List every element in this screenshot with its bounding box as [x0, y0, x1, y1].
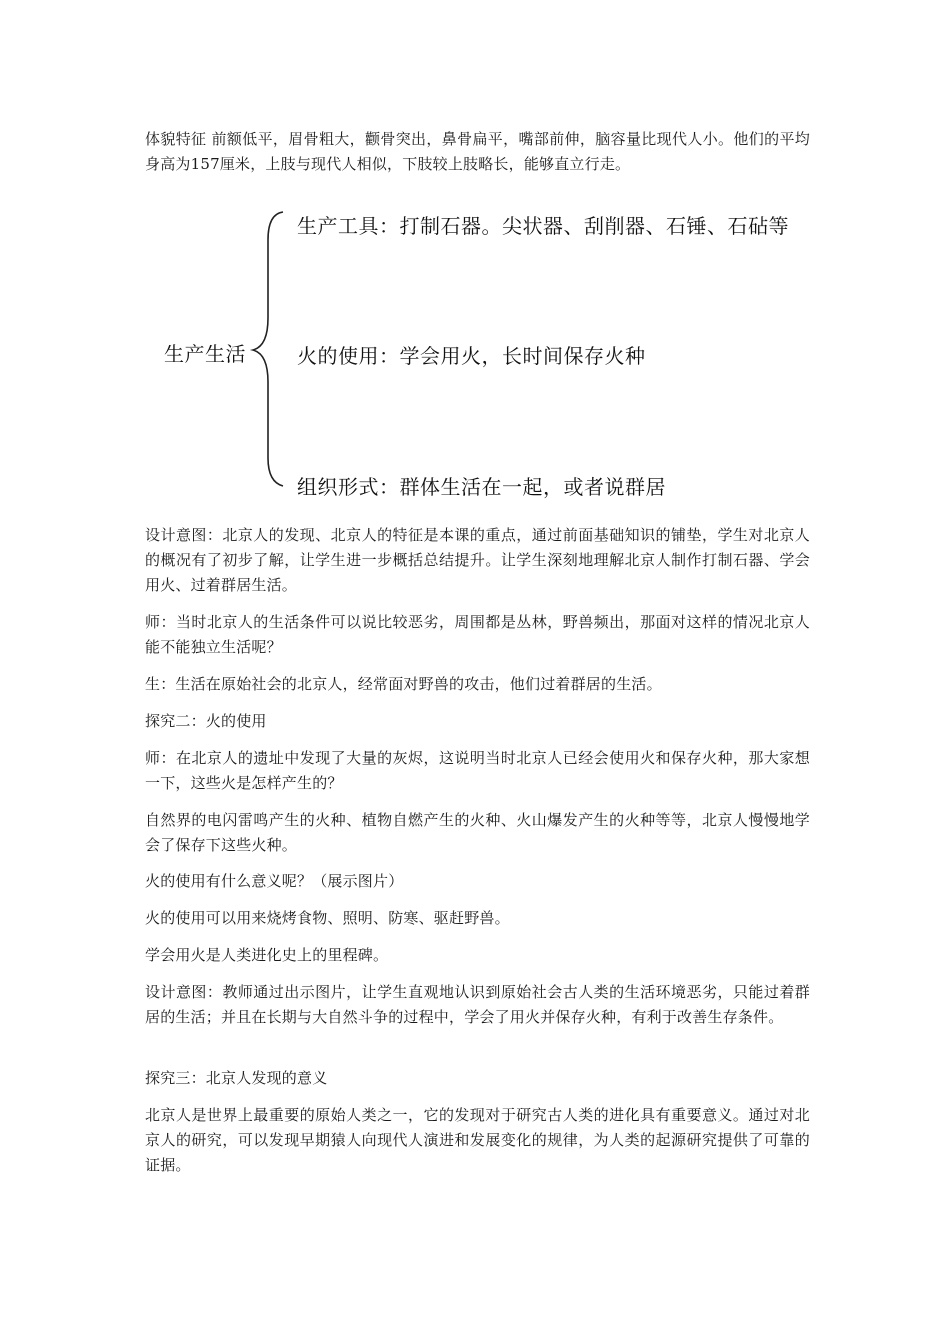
significance-paragraph: 北京人是世界上最重要的原始人类之一，它的发现对于研究古人类的进化具有重要意义。通过对北京人的研究，可以发现早期猿人向现代人演进和发展变化的规律，为人类的起源研究提供了可靠的证据。 — [145, 1106, 810, 1174]
explore-three-heading: 探究三：北京人发现的意义 — [145, 1069, 328, 1087]
features-paragraph: 体貌特征 前额低平，眉骨粗大，颧骨突出，鼻骨扁平，嘴部前伸，脑容量比现代人小。他们的平均身高为157厘米，上肢与现代人相似，下肢较上肢略长，能够直立行走。 — [145, 130, 810, 173]
diagram-branch-tools: 生产工具：打制石器。尖状器、刮削器、石锤、石砧等 — [297, 214, 789, 238]
production-life-diagram — [150, 200, 850, 510]
diagram-branch-fire: 火的使用：学会用火，长时间保存火种 — [297, 344, 646, 368]
diagram-branch-organization: 组织形式：群体生活在一起，或者说群居 — [297, 475, 666, 499]
fire-uses-paragraph: 火的使用可以用来烧烤食物、照明、防寒、驱赶野兽。 — [145, 909, 510, 927]
explore-two-heading: 探究二：火的使用 — [145, 712, 267, 730]
diagram-root-label: 生产生活 — [164, 342, 246, 366]
teacher-question-1: 师：当时北京人的生活条件可以说比较恶劣，周围都是丛林，野兽频出，那面对这样的情况北京人能不能独立生活呢？ — [145, 613, 810, 656]
fire-meaning-question: 火的使用有什么意义呢？（展示图片） — [145, 872, 404, 890]
design-intent-paragraph-2: 设计意图：教师通过出示图片，让学生直观地认识到原始社会古人类的生活环境恶劣，只能过着群居的生活；并且在长期与大自然斗争的过程中，学会了用火并保存火种，有利于改善生存条件。 — [145, 983, 810, 1026]
student-answer-1: 生：生活在原始社会的北京人，经常面对野兽的攻击，他们过着群居的生活。 — [145, 675, 662, 693]
milestone-paragraph: 学会用火是人类进化史上的里程碑。 — [145, 946, 389, 964]
design-intent-paragraph-1: 设计意图：北京人的发现、北京人的特征是本课的重点，通过前面基础知识的铺垫，学生对北京人的概况有了初步了解，让学生进一步概括总结提升。让学生深刻地理解北京人制作打制石器、学会用火、过着群居生活。 — [145, 526, 810, 594]
teacher-question-2: 师：在北京人的遗址中发现了大量的灰烬，这说明当时北京人已经会使用火和保存火种，那大家想一下，这些火是怎样产生的？ — [145, 749, 810, 792]
fire-origin-paragraph: 自然界的电闪雷鸣产生的火种、植物自燃产生的火种、火山爆发产生的火种等等，北京人慢慢地学会了保存下这些火种。 — [145, 811, 810, 854]
